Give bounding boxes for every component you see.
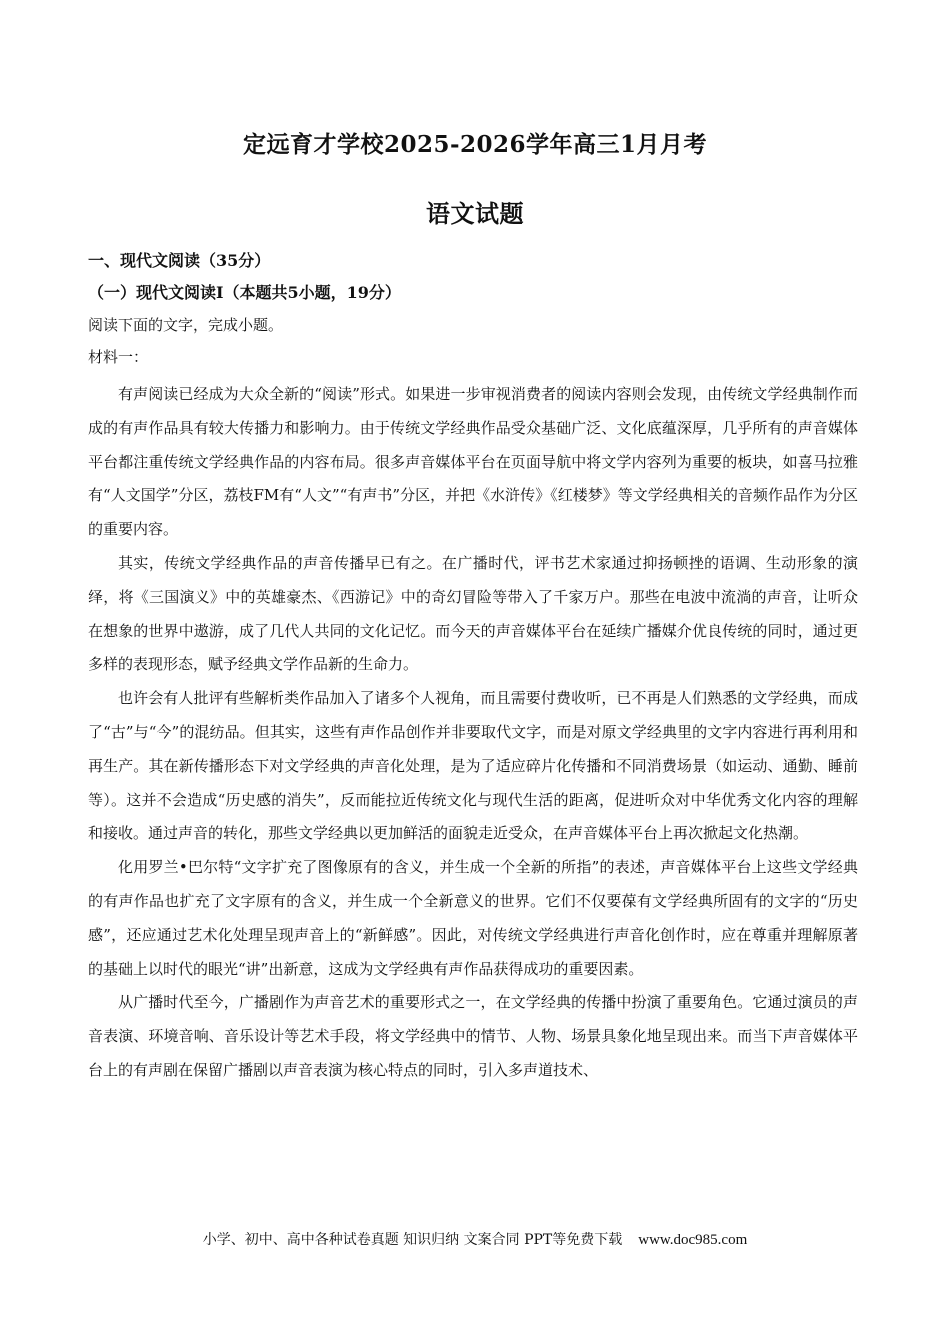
footer-text: 小学、初中、高中各种试卷真题 知识归纳 文案合同 PPT等免费下载 — [202, 1232, 623, 1248]
footer-site-link[interactable]: www.doc985.com — [638, 1232, 748, 1248]
material-label: 材料一： — [88, 348, 149, 366]
paragraph-4: 化用罗兰•巴尔特“文字扩充了图像原有的含义，并生成一个全新的所指”的表述，声音媒体平台上这些文学经典的有声作品也扩充了文字原有的含义，并生成一个全新意义的世界。它们不仅要葆有文学经典所固有的文字的“历史感”，还应通过艺术化处理呈现声音上的“新鲜感”。因此，对传统文学经典进行声音化创作时，应在尊重并理解原著的基础上以时代的眼光“讲”出新意，这成为文学经典有声作品获得成功的重要因素。 — [88, 858, 858, 978]
instruction-text: 阅读下面的文字，完成小题。 — [88, 316, 284, 334]
paragraph-5: 从广播时代至今，广播剧作为声音艺术的重要形式之一，在文学经典的传播中扮演了重要角色。它通过演员的声音表演、环境音响、音乐设计等艺术手段，将文学经典中的情节、人物、场景具象化地呈现出来。而当下声音媒体平台上的有声剧在保留广播剧以声音表演为核心特点的同时，引入多声道技术、 — [88, 993, 858, 1079]
subsection-heading: （一）现代文阅读Ⅰ（本题共5小题，19分） — [88, 283, 401, 302]
article-body — [88, 378, 858, 1088]
page-footer — [0, 1229, 950, 1249]
exam-subtitle: 语文试题 — [426, 199, 524, 228]
exam-title: 定远育才学校2025-2026学年高三1月月考 — [242, 131, 708, 158]
paragraph-2: 其实，传统文学经典作品的声音传播早已有之。在广播时代，评书艺术家通过抑扬顿挫的语调、生动形象的演绎，将《三国演义》中的英雄豪杰、《西游记》中的奇幻冒险等带入了千家万户。那些在电波中流淌的声音，让听众在想象的世界中遨游，成了几代人共同的文化记忆。而今天的声音媒体平台在延续广播媒介优良传统的同时，通过更多样的表现形态，赋予经典文学作品新的生命力。 — [88, 553, 858, 674]
paragraph-1: 有声阅读已经成为大众全新的“阅读”形式。如果进一步审视消费者的阅读内容则会发现，由传统文学经典制作而成的有声作品具有较大传播力和影响力。由于传统文学经典作品受众基础广泛、文化底蕴深厚，几乎所有的声音媒体平台都注重传统文学经典作品的内容布局。很多声音媒体平台在页面导航中将文学内容列为重要的板块，如喜马拉雅有“人文国学”分区，荔枝FM有“人文”“有声书”分区，并把《水浒传》《红楼梦》等文学经典相关的音频作品作为分区的重要内容。 — [88, 385, 858, 539]
section-heading: 一、现代文阅读（35分） — [88, 251, 271, 270]
paragraph-3: 也许会有人批评有些解析类作品加入了诸多个人视角，而且需要付费收听，已不再是人们熟悉的文学经典，而成了“古”与“今”的混纺品。但其实，这些有声作品创作并非要取代文字，而是对原文学经典里的文字内容进行再利用和再生产。其在新传播形态下对文学经典的声音化处理，是为了适应碎片化传播和不同消费场景（如运动、通勤、睡前等）。这并不会造成“历史感的消失”，反而能拉近传统文化与现代生活的距离，促进听众对中华优秀文化内容的理解和接收。通过声音的转化，那些文学经典以更加鲜活的面貌走近受众，在声音媒体平台上再次掀起文化热潮。 — [88, 689, 858, 843]
